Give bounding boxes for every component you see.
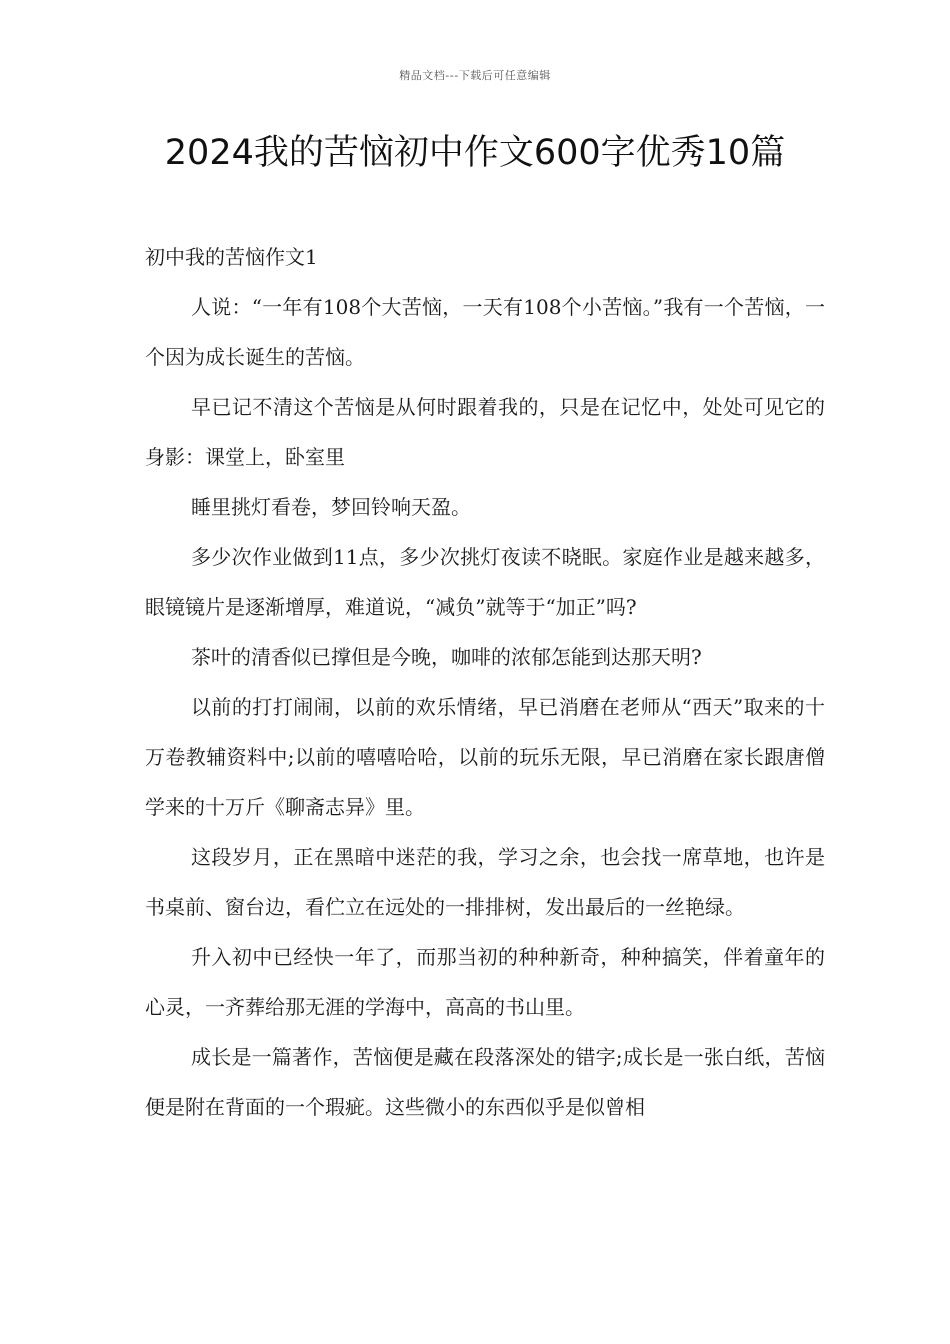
paragraph: 早已记不清这个苦恼是从何时跟着我的，只是在记忆中，处处可见它的身影：课堂上，卧室里 [145, 395, 825, 469]
paragraph: 这段岁月，正在黑暗中迷茫的我，学习之余，也会找一席草地，也许是书桌前、窗台边，看伫立在远处的一排排树，发出最后的一丝艳绿。 [145, 845, 825, 919]
paragraph: 睡里挑灯看卷，梦回铃响天盈。 [191, 495, 471, 519]
paragraph: 多少次作业做到11点，多少次挑灯夜读不晓眠。家庭作业是越来越多，眼镜镜片是逐渐增厚，难道说，“减负”就等于“加正”吗? [145, 545, 825, 619]
paragraph: 成长是一篇著作，苦恼便是藏在段落深处的错字;成长是一张白纸，苦恼便是附在背面的一个瑕疵。这些微小的东西似乎是似曾相 [145, 1045, 825, 1119]
paragraph: 以前的打打闹闹，以前的欢乐情绪，早已消磨在老师从“西天”取来的十万卷教辅资料中;以前的嘻嘻哈哈，以前的玩乐无限，早已消磨在家长跟唐僧学来的十万斤《聊斋志异》里。 [145, 695, 825, 819]
paragraph: 升入初中已经快一年了，而那当初的种种新奇，种种搞笑，伴着童年的心灵，一齐葬给那无涯的学海中，高高的书山里。 [145, 945, 825, 1019]
document-title: 2024我的苦恼初中作文600字优秀10篇 [164, 133, 786, 173]
paragraph: 茶叶的清香似已撑但是今晚，咖啡的浓郁怎能到达那天明? [191, 645, 702, 669]
document-body [145, 232, 825, 1132]
section-heading: 初中我的苦恼作文1 [145, 245, 318, 269]
header-note: 精品文档---下载后可任意编辑 [399, 69, 551, 82]
paragraph: 人说：“一年有108个大苦恼，一天有108个小苦恼。”我有一个苦恼，一个因为成长诞生的苦恼。 [145, 295, 825, 369]
